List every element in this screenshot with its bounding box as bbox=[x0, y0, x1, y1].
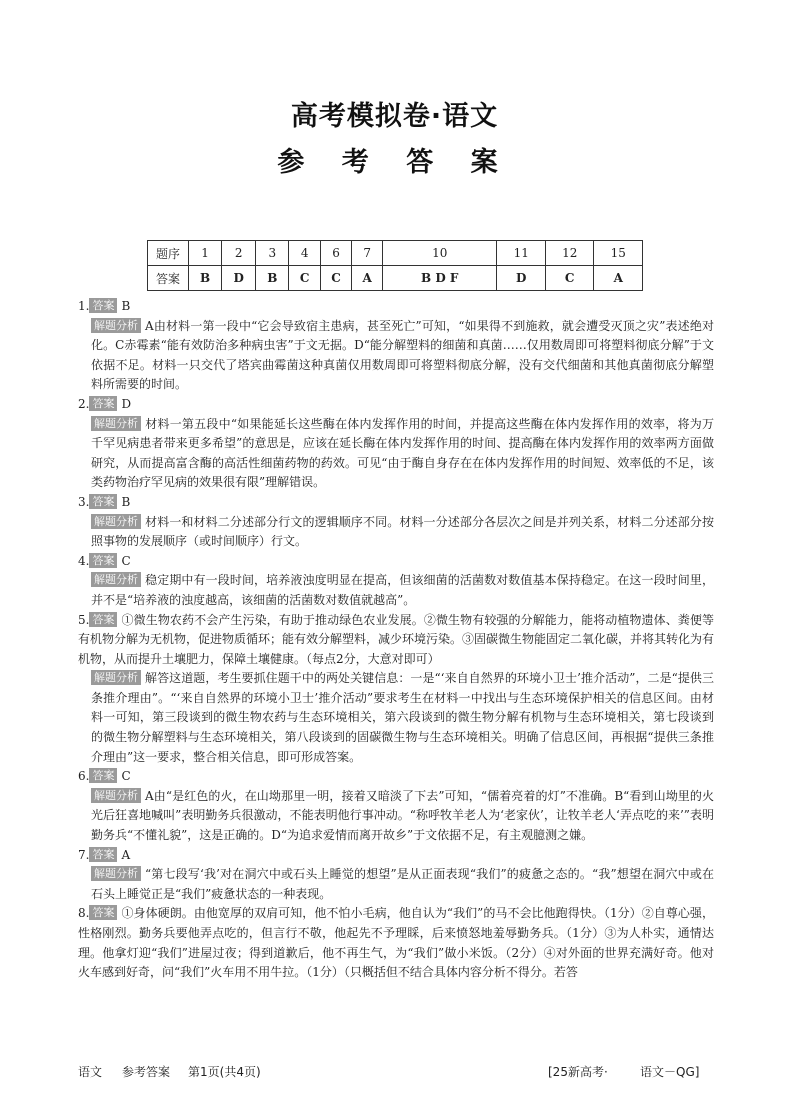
analysis-text: 材料一第五段中“如果能延长这些酶在体内发挥作用的时间，并提高这些酶在体内发挥作用的效率，将为万千罕见病患者带来更多希望”的意思是，应该在延长酶在体内发挥作用的时间、提高酶在体内发挥作用的效率两方面做研究，从而提高富含酶的高活性细菌药物的药效。可见“由于酶自身存在在体内发挥作用的时间短、效率低的不足，该类药物治疗罕见病的效果很有限”理解错误。 bbox=[91, 416, 714, 490]
question-block bbox=[78, 493, 714, 552]
answer-table bbox=[147, 240, 643, 291]
footer-subject: 语文 bbox=[78, 1065, 103, 1079]
question-number: 4. bbox=[78, 553, 90, 568]
answer-cell: C bbox=[289, 266, 320, 291]
analysis-text: 稳定期中有一段时间，培养液浊度明显在提高，但该细菌的活菌数对数值基本保持稳定。在这一段时间里，并不是“培养液的浊度越高，该细菌的活菌数对数值就越高”。 bbox=[91, 573, 714, 607]
answer-table-answer-label: 答案 bbox=[148, 266, 189, 291]
question-number: 8. bbox=[78, 906, 90, 921]
question-answer: D bbox=[121, 396, 132, 411]
footer-page: 第1页(共4页) bbox=[188, 1065, 261, 1079]
analysis-paragraph bbox=[78, 415, 714, 493]
question-answer: B bbox=[121, 494, 131, 509]
analysis-tag: 解题分析 bbox=[91, 514, 141, 529]
answer-tag: 答案 bbox=[89, 494, 117, 509]
analysis-text: A由材料一第一段中“它会导致宿主患病，甚至死亡”可知，“如果得不到施救，就会遭受灭顶之灾”表述绝对化。C赤霉素“能有效防治多种病虫害”于文无据。D“能分解塑料的细菌和真菌……仅用数周即可将塑料彻底分解”于文依据不足。材料一只交代了塔宾曲霉菌这种真菌仅用数周即可将塑料彻底分解，没有交代细菌和其他真菌彻底分解塑料所需要的时间。 bbox=[91, 318, 714, 392]
answer-cell: D bbox=[497, 266, 545, 291]
analysis-tag: 解题分析 bbox=[91, 572, 141, 587]
analysis-tag: 解题分析 bbox=[91, 318, 141, 333]
answer-tag: 答案 bbox=[89, 396, 117, 411]
question-number: 5. bbox=[78, 612, 90, 627]
question-number: 6. bbox=[78, 769, 90, 784]
analysis-tag: 解题分析 bbox=[91, 670, 141, 685]
question-answer: ①微生物农药不会产生污染，有助于推动绿色农业发展。②微生物有较强的分解能力，能将动植物遗体、粪便等有机物分解为无机物，促进物质循环；能有效分解塑料，减少环境污染。③固碳微生物能固定二氧化碳，并将其转化为有机物，从而提升土壤肥力，保障土壤健康。（每点2分，大意对即可） bbox=[78, 612, 715, 666]
answer-cell: D bbox=[222, 266, 256, 291]
footer-code-2: 语文－QG] bbox=[640, 1065, 700, 1079]
question-block bbox=[78, 297, 714, 395]
question-number: 4 bbox=[289, 241, 320, 266]
answer-table-header-label: 题序 bbox=[148, 241, 189, 266]
analysis-text: “第七段写‘我’对在洞穴中或石头上睡觉的想望”是从正面表现“我们”的疲惫之态的。“我”想望在洞穴中或在石头上睡觉正是“我们”疲惫状态的一种表现。 bbox=[91, 867, 714, 901]
question-number: 7. bbox=[78, 847, 90, 862]
question-answer: C bbox=[121, 769, 131, 784]
analysis-paragraph bbox=[78, 317, 714, 395]
answer-table-answer-row bbox=[148, 266, 643, 291]
question-answer: C bbox=[121, 553, 131, 568]
question-number: 11 bbox=[497, 241, 545, 266]
answer-tag: 答案 bbox=[89, 768, 117, 783]
question-number: 3 bbox=[256, 241, 289, 266]
question-number: 10 bbox=[383, 241, 497, 266]
question-block bbox=[78, 395, 714, 493]
page-title: 高考模拟卷·语文 bbox=[290, 101, 499, 132]
question-number: 3. bbox=[78, 494, 90, 509]
answer-tag: 答案 bbox=[89, 905, 117, 920]
analysis-paragraph bbox=[78, 669, 714, 767]
question-number: 12 bbox=[545, 241, 593, 266]
answer-tag: 答案 bbox=[89, 298, 117, 313]
question-number: 6 bbox=[320, 241, 351, 266]
analysis-tag: 解题分析 bbox=[91, 866, 141, 881]
analysis-paragraph bbox=[78, 513, 714, 552]
question-number: 2. bbox=[78, 396, 90, 411]
answer-tag: 答案 bbox=[89, 553, 117, 568]
analysis-paragraph bbox=[78, 865, 714, 904]
answer-cell: C bbox=[320, 266, 351, 291]
answer-explanations bbox=[78, 297, 714, 983]
question-number: 1 bbox=[189, 241, 222, 266]
question-block bbox=[78, 552, 714, 611]
question-block bbox=[78, 904, 714, 982]
answer-cell: C bbox=[545, 266, 593, 291]
answer-cell: A bbox=[594, 266, 643, 291]
page-subtitle: 参 考 答 案 bbox=[277, 147, 512, 178]
question-number: 7 bbox=[352, 241, 383, 266]
answer-tag: 答案 bbox=[89, 847, 117, 862]
answer-cell: B bbox=[189, 266, 222, 291]
answer-cell: B bbox=[256, 266, 289, 291]
question-number: 2 bbox=[222, 241, 256, 266]
question-answer: B bbox=[121, 299, 131, 313]
question-answer: A bbox=[121, 847, 131, 862]
analysis-paragraph bbox=[78, 787, 714, 846]
question-number: 1. bbox=[78, 299, 90, 313]
answer-table-header-row bbox=[148, 241, 643, 266]
question-block bbox=[78, 611, 714, 768]
footer-doc: 参考答案 bbox=[122, 1065, 171, 1079]
answer-cell: B D F bbox=[383, 266, 497, 291]
analysis-text: 材料一和材料二分述部分行文的逻辑顺序不同。材料一分述部分各层次之间是并列关系，材料二分述部分按照事物的发展顺序（或时间顺序）行文。 bbox=[91, 514, 714, 549]
question-number: 15 bbox=[594, 241, 643, 266]
answer-tag: 答案 bbox=[89, 612, 117, 627]
analysis-tag: 解题分析 bbox=[91, 416, 141, 431]
question-block bbox=[78, 767, 714, 845]
footer-code: [25新高考· bbox=[548, 1065, 608, 1079]
analysis-paragraph bbox=[78, 571, 714, 610]
analysis-text: A由“是红色的火，在山坳那里一明，接着又暗淡了下去”可知，“儒着亮着的灯”不准确。B“看到山坳里的火光后狂喜地喊叫”表明勤务兵很激动，不能表明他行事冲动。“称呼牧羊老人为‘老家伙’，让牧羊老人‘弄点吃的来’”表明勤务兵“不懂礼貌”，这是正确的。D“为追求爱情而离开故乡”于文依据不足，有主观臆测之嫌。 bbox=[91, 788, 714, 843]
question-answer: ①身体硬朗。由他宽厚的双肩可知，他不怕小毛病，他自认为“我们”的马不会比他跑得快。（1分）②自尊心强，性格刚烈。勤务兵要他弄点吃的，但言行不敬，他起先不予理睬，后来愤怒地羞辱勤务兵。（1分）③为人朴实，通情达理。他拿灯迎“我们”进屋过夜；得到道歉后，他不再生气，为“我们”做小米饭。（2分）④对外面的世界充满好奇。他对火车感到好奇，问“我们”火车用不用牛拉。（1分）（只概括但不结合具体内容分析不得分。若答 bbox=[78, 906, 714, 980]
analysis-tag: 解题分析 bbox=[91, 788, 141, 803]
analysis-text: 解答这道题，考生要抓住题干中的两处关键信息：一是“‘来自自然界的环境小卫士’推介活动”，二是“提供三条推介理由”。“‘来自自然界的环境小卫士’推介活动”要求考生在材料一中找出与生态环境保护相关的信息区间。由材料一可知，第三段谈到的微生物农药与生态环境相关，第六段谈到的微生物分解有机物与生态环境相关，第七段谈到的微生物分解塑料与生态环境相关，第八段谈到的固碳微生物与生态环境相关。明确了信息区间，再根据“提供三条推介理由”这一要求，整合相关信息，即可形成答案。 bbox=[91, 671, 714, 764]
answer-cell: A bbox=[352, 266, 383, 291]
question-block bbox=[78, 846, 714, 905]
